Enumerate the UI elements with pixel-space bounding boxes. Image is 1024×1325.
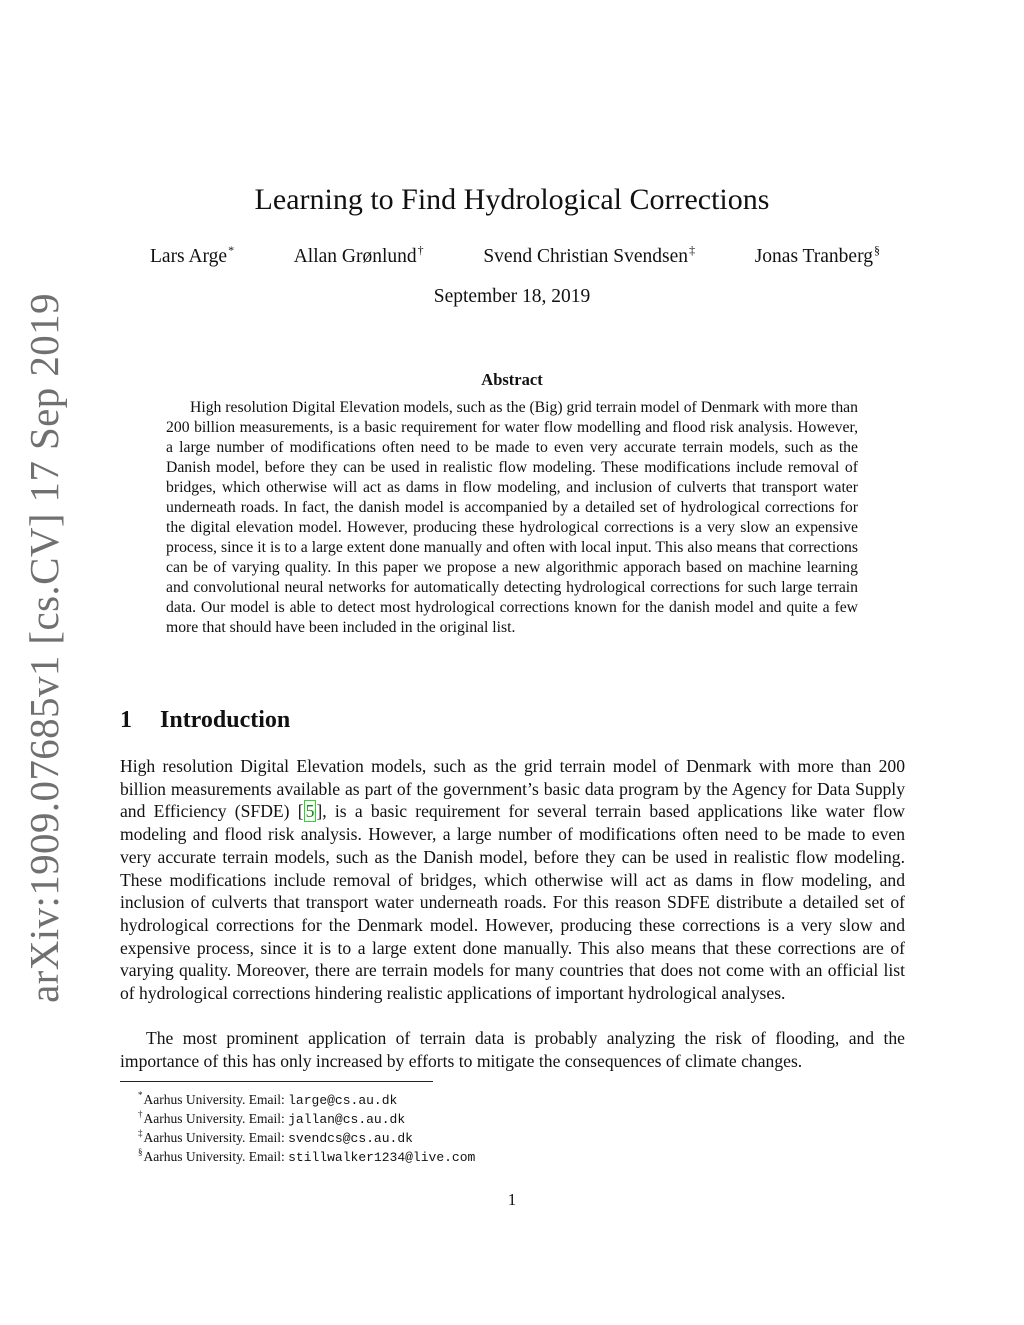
author: Svend Christian Svendsen‡ [483, 243, 696, 267]
email-link[interactable]: large@cs.au.dk [288, 1093, 398, 1108]
footnote: §Aarhus University. Email: stillwalker1234@live.com [138, 1147, 476, 1165]
abstract-heading: Abstract [481, 370, 543, 389]
page-number: 1 [507, 1190, 517, 1209]
section-heading [120, 707, 290, 734]
author-list [150, 243, 880, 268]
footnote: *Aarhus University. Email: large@cs.au.dk [138, 1090, 398, 1108]
email-link[interactable]: stillwalker1234@live.com [288, 1150, 476, 1165]
email-link[interactable]: svendcs@cs.au.dk [288, 1131, 413, 1146]
arxiv-stamp-text: arXiv:1909.07685v1 [cs.CV] 17 Sep 2019 [21, 293, 67, 1003]
author: Allan Grønlund† [293, 243, 424, 267]
arxiv-watermark [14, 293, 74, 1003]
email-link[interactable]: jallan@cs.au.dk [288, 1112, 406, 1127]
abstract-text: High resolution Digital Elevation models, such as the (Big) grid terrain model of Denmark with more than 200 billion measurements, is a basic requirement for water flow modelling and flood risk analysis. However, a large number of modifications often need to be made to even very accurate terrain models, such as the Danish model, before they can be used in realistic flow modeling. These modifications include removal of bridges, which otherwise will act as dams in flow modeling, and inclusion of culverts that transport water underneath roads. In fact, the danish model is accompanied by a detailed set of hydrological corrections for the digital elevation model. However, producing these hydrological corrections is a very slow an expensive process, since it is to a large extent done manually and often with local input. This also means that corrections can be of varying quality. In this paper we propose a new algorithmic apporach based on machine learning and convolutional neural networks for automatically detecting hydrological corrections for such large terrain data. Our model is able to detect most hydrological corrections known for the danish model and quite a few more that should have been included in the original list. [166, 399, 858, 636]
paper-title: Learning to Find Hydrological Corrections [254, 183, 770, 216]
citation-link[interactable]: 5 [305, 801, 315, 822]
footnote: †Aarhus University. Email: jallan@cs.au.dk [138, 1109, 406, 1127]
footnote: ‡Aarhus University. Email: svendcs@cs.au.dk [138, 1128, 413, 1146]
intro-paragraph-1: High resolution Digital Elevation models, such as the grid terrain model of Denmark with more than 200 billion measurements available as part of the government’s basic data program by the Agency for Data Supply and Efficiency (SFDE) [ 5 ], is a basic requirement for several terrain based applications like water flow modeling and flood risk analysis. However, a large number of modifications often need to be made to even very accurate terrain models, such as the Danish model, before they can be used in realistic flow modeling. These modifications include removal of bridges, which otherwise will act as dams in flow modeling, and inclusion of culverts that transport water underneath roads. For this reason SDFE distribute a detailed set of hydrological corrections for the Denmark model. However, producing these corrections is a very slow and expensive process, since it is to a large extent done manually. This also means that these corrections are of varying quality. Moreover, there are terrain models for many countries that does not come with an official list of hydrological corrections hindering realistic applications of important hydrological analyses. [120, 756, 905, 1004]
paper-date: September 18, 2019 [433, 286, 591, 307]
footnote-divider [120, 1081, 433, 1082]
section-number: 1 [120, 707, 132, 733]
author: Lars Arge* [150, 243, 235, 267]
author: Jonas Tranberg§ [754, 243, 880, 267]
section-title: Introduction [160, 707, 291, 733]
intro-paragraph-2: The most prominent application of terrain data is probably analyzing the risk of flooding, and the importance of this has only increased by efforts to mitigate the consequences of climate changes. [120, 1028, 905, 1071]
